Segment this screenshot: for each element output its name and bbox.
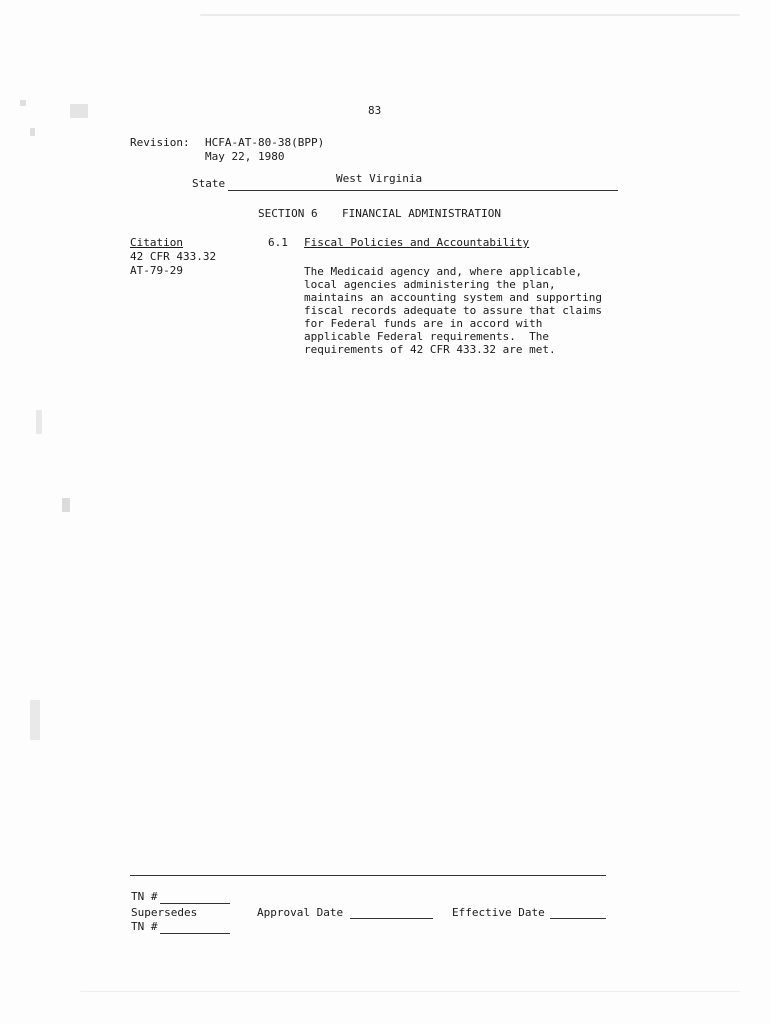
citation-line: 42 CFR 433.32 xyxy=(130,250,217,263)
revision-code: HCFA-AT-80-38(BPP) xyxy=(205,136,325,149)
state-value: West Virginia xyxy=(336,172,423,185)
item-title: Fiscal Policies and Accountability xyxy=(304,236,530,249)
revision-date: May 22, 1980 xyxy=(205,150,285,163)
approval-date-label: Approval Date xyxy=(257,906,344,919)
footer-rule xyxy=(130,875,606,876)
body-line: The Medicaid agency and, where applicable, xyxy=(304,265,583,278)
section-number: SECTION 6 xyxy=(258,207,318,220)
item-number: 6.1 xyxy=(268,236,288,249)
body-line: for Federal funds are in accord with xyxy=(304,317,543,330)
state-underline xyxy=(228,190,618,191)
tn-label-2: TN # xyxy=(131,920,158,933)
item-body xyxy=(304,265,602,356)
citation-line: AT-79-29 xyxy=(130,264,183,277)
state-label: State xyxy=(192,177,226,190)
tn-line-2 xyxy=(160,933,230,934)
tn-line xyxy=(160,903,230,904)
effective-date-label: Effective Date xyxy=(452,906,545,919)
page-number: 83 xyxy=(368,104,382,117)
body-line: fiscal records adequate to assure that claims xyxy=(304,304,603,317)
citation-heading: Citation xyxy=(130,236,183,249)
approval-date-line xyxy=(350,918,433,919)
section-title: FINANCIAL ADMINISTRATION xyxy=(342,207,501,220)
tn-label: TN # xyxy=(131,890,158,903)
body-line: applicable Federal requirements. The xyxy=(304,330,550,343)
supersedes-label: Supersedes xyxy=(131,906,198,919)
body-line: maintains an accounting system and supporting xyxy=(304,291,603,304)
effective-date-line xyxy=(550,918,606,919)
revision-label: Revision: xyxy=(130,136,190,149)
body-line: local agencies administering the plan, xyxy=(304,278,556,291)
body-line: requirements of 42 CFR 433.32 are met. xyxy=(304,343,556,356)
